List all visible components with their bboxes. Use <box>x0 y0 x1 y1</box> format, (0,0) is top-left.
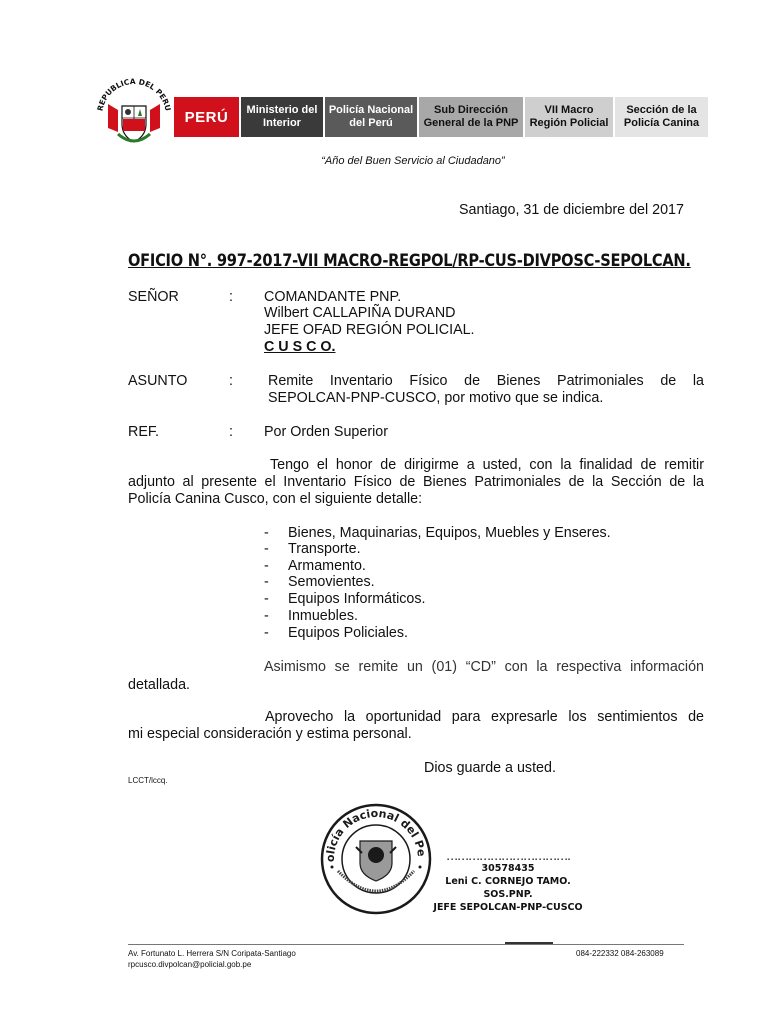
signer-rank: SOS.PNP. <box>483 889 533 900</box>
header-box-peru <box>174 97 239 137</box>
signer-title: JEFE SEPOLCAN-PNP-CUSCO <box>433 902 583 913</box>
recipient-city: C U S C O. <box>264 339 336 355</box>
header-seccion-canina-label: Sección de la Policía Canina <box>623 104 700 129</box>
closing-salutation: Dios guarde a usted. <box>424 760 556 776</box>
senor-colon: : <box>229 289 233 305</box>
list-item: Semovientes. <box>288 574 375 590</box>
list-dash: - <box>264 625 269 641</box>
list-item: Transporte. <box>288 541 361 557</box>
list-item: Bienes, Maquinarias, Equipos, Muebles y Enseres. <box>288 525 611 541</box>
signer-id: 30578435 <box>481 863 535 874</box>
paragraph-1-line-1: Tengo el honor de dirigirme a usted, con la finalidad de remitir <box>270 457 704 473</box>
list-dash: - <box>264 525 269 541</box>
header-box-ministerio <box>241 97 323 137</box>
list-item: Armamento. <box>288 558 366 574</box>
footer-phones: 084-222332 084-263089 <box>576 949 664 958</box>
asunto-colon: : <box>229 373 233 389</box>
list-dash: - <box>264 608 269 624</box>
recipient-line-2: Wilbert CALLAPIÑA DURAND <box>264 305 456 321</box>
paragraph-1-line-3: Policía Canina Cusco, con el siguiente detalle: <box>128 491 423 507</box>
header-macro-region-label: VII Macro Región Policial <box>529 104 609 129</box>
paragraph-3-line-1: Aprovecho la oportunidad para expresarle los sentimientos de <box>265 709 704 725</box>
list-dash: - <box>264 558 269 574</box>
oficio-number: OFICIO N°. 997-2017-VII MACRO-REGPOL/RP-CUS-DIVPOSC-SEPOLCAN. <box>128 251 691 271</box>
signer-name: Leni C. CORNEJO TAMO. <box>445 876 571 887</box>
footer-divider-accent <box>505 942 553 944</box>
footer-divider <box>128 944 684 945</box>
ref-colon: : <box>229 424 233 440</box>
paragraph-1-line-2: adjunto al presente el Inventario Físico de Bienes Patrimoniales de la Sección de la <box>128 474 704 490</box>
ref-value: Por Orden Superior <box>264 424 388 440</box>
header-box-subdireccion <box>419 97 523 137</box>
recipient-line-3: JEFE OFAD REGIÓN POLICIAL. <box>264 322 475 338</box>
seal-text: REPUBLICA DEL PERU <box>95 76 173 112</box>
year-motto: “Año del Buen Servicio al Ciudadano” <box>321 155 505 167</box>
list-dash: - <box>264 541 269 557</box>
police-seal-stamp <box>316 801 436 916</box>
stamp-outer-text: olicía Nacional del Pe <box>323 806 429 863</box>
ref-label: REF. <box>128 424 159 440</box>
asunto-line-2: SEPOLCAN-PNP-CUSCO, por motivo que se indica. <box>268 390 604 406</box>
senor-label: SEÑOR <box>128 289 179 305</box>
header-box-macro-region <box>525 97 613 137</box>
list-dash: - <box>264 574 269 590</box>
paragraph-2-line-1: Asimismo se remite un (01) “CD” con la respectiva información <box>264 659 704 675</box>
paragraph-2-line-2: detallada. <box>128 677 191 693</box>
asunto-line-1: Remite Inventario Físico de Bienes Patrimoniales de la <box>268 373 704 389</box>
list-item: Equipos Informáticos. <box>288 591 426 607</box>
header-box-pnp <box>325 97 417 137</box>
header-subdireccion-label: Sub Dirección General de la PNP <box>423 104 519 129</box>
paragraph-3-line-2: mi especial consideración y estima personal. <box>128 726 412 742</box>
list-item: Equipos Policiales. <box>288 625 409 641</box>
peru-coat-of-arms-seal <box>94 74 174 150</box>
footer-email: rpcusco.divpolcan@policial.gob.pe <box>128 960 252 969</box>
author-initials: LCCT/lccq. <box>128 776 168 785</box>
list-item: Inmuebles. <box>288 608 358 624</box>
footer-address: Av. Fortunato L. Herrera S/N Coripata-Santiago <box>128 949 296 958</box>
header-pnp-label: Policía Nacional del Perú <box>328 104 414 129</box>
recipient-line-1: COMANDANTE PNP. <box>264 289 402 305</box>
list-dash: - <box>264 591 269 607</box>
header-box-seccion-canina <box>615 97 708 137</box>
header-peru-label: PERÚ <box>184 108 229 126</box>
asunto-label: ASUNTO <box>128 373 188 389</box>
header-ministerio-label: Ministerio del Interior <box>246 104 318 129</box>
signature-dotted-line: ……………………………. <box>446 849 570 863</box>
document-date: Santiago, 31 de diciembre del 2017 <box>459 202 684 218</box>
